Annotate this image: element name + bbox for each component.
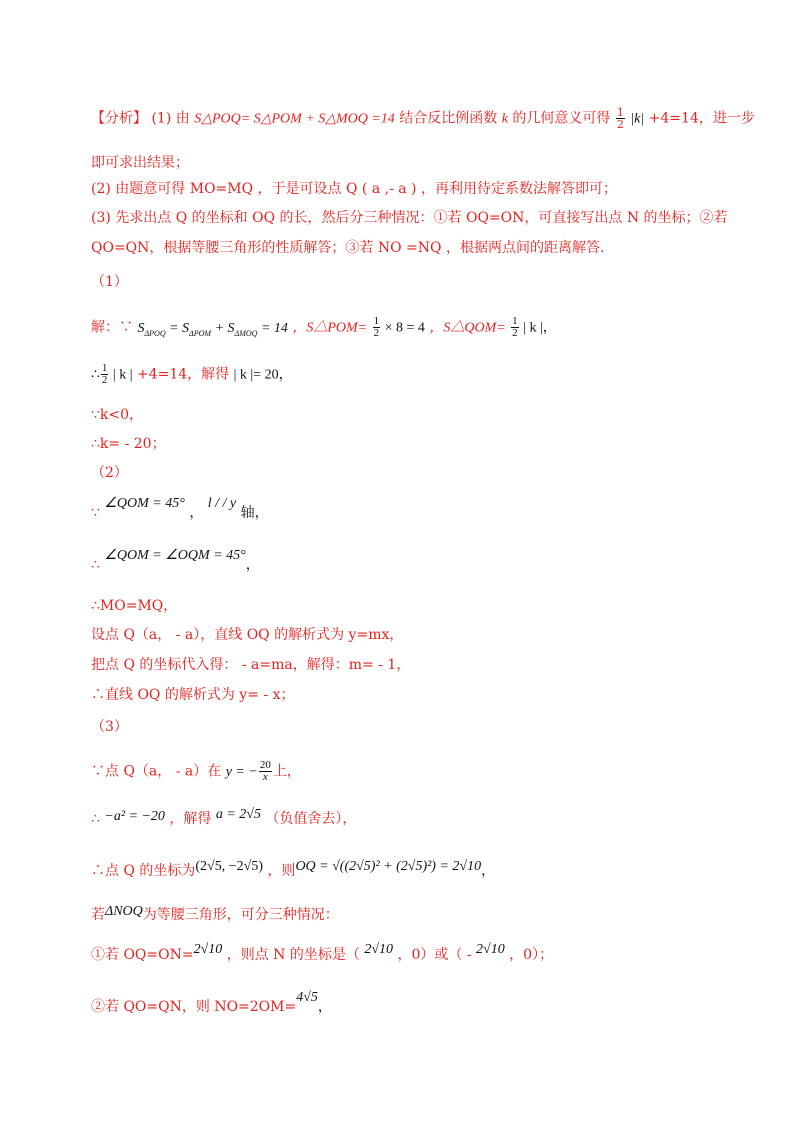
analysis-part3-b: QO=QN，根据等腰三角形的性质解答；③若 NO =NQ ，根据两点间的距离解答.: [91, 240, 605, 256]
sol1-line2-fraction: $\frac{1}{2}$: [101, 362, 108, 386]
analysis-part1-after-k: 的几何意义可得: [512, 110, 611, 127]
sol1-line1-comma: ，: [542, 319, 557, 336]
analysis-line-1: [91, 107, 755, 130]
sol1-line2-end: ，: [278, 366, 293, 383]
sol1-line2-result: | k |= 20: [233, 367, 279, 383]
sol3-case1-mid-2: ，0）或（ -: [397, 947, 472, 963]
sol2-line2-end: ，: [245, 557, 260, 573]
sol1-line-3: [91, 405, 143, 425]
analysis-line-2: [91, 153, 189, 173]
sol1-line-4: [91, 434, 166, 454]
analysis-abs-k: |k|: [630, 111, 645, 127]
sol2-set-point: 设点 Q（a， - a），直线 OQ 的解析式为 y=mx，: [91, 627, 404, 643]
sol1-area-formula: $S_{\Delta POQ} = S_{\Delta POM} + S_{\Delta MOQ} = 14$: [137, 320, 288, 338]
sol3-line3-end: ，: [481, 863, 496, 879]
sol3-triangle-nowq: ΔNOQ: [105, 904, 143, 919]
sol2-angle-qom: ∠QOM = 45°: [104, 496, 185, 511]
sol1-label: （1）: [91, 274, 128, 290]
sol3-three-cases: 为等腰三角形，可分三种情况：: [142, 907, 339, 923]
sol3-then: ，则: [267, 863, 296, 879]
sol3-line-3: [91, 861, 495, 882]
analysis-area-equation: S△POQ= S△POM + S△MOQ =14: [194, 111, 395, 127]
sol3-label: （3）: [91, 719, 128, 735]
sol3-case1-mid: ，则点 N 的坐标是（: [226, 947, 360, 963]
sol2-line-6: [91, 685, 294, 705]
sol2-substitute: 把点 Q 的坐标代入得： - a=ma，解得：m= - 1，: [91, 657, 411, 673]
sol3-function-y: y = −: [225, 764, 258, 780]
sol3-point-on-curve: ∵点 Q（a， - a）在: [91, 763, 222, 780]
sol2-result: ∴直线 OQ 的解析式为 y= - x；: [91, 687, 295, 703]
sol3-case2-end: ，: [317, 999, 332, 1015]
analysis-line-4: [91, 208, 728, 228]
sol1-line2-red: +4=14，解得: [136, 366, 230, 383]
analysis-line-3: [91, 179, 617, 199]
analysis-part3-a: (3) 先求出点 Q 的坐标和 OQ 的长，然后分三种情况：①若 OQ=ON，可直接写出点 N 的坐标；②若: [91, 210, 728, 226]
sol3-therefore: ∴: [91, 811, 100, 827]
sol2-therefore: ∴: [91, 557, 100, 573]
analysis-line-5: [91, 238, 604, 258]
sol3-negative-discarded: （负值舍去），: [265, 811, 357, 827]
sol3-line-1: [91, 760, 301, 783]
sol1-k-negative: ∵k<0，: [91, 407, 144, 423]
analysis-half-fraction: $\frac{1}{2}$: [616, 106, 624, 131]
sol1-sqom-tail: | k |: [519, 320, 543, 336]
sol2-line-5: [91, 655, 410, 675]
sol1-k-value: ∴k= - 20；: [91, 436, 166, 452]
analysis-part1-end: +4=14，进一步: [648, 110, 755, 127]
sol1-sqom-label: ，S△QOM=: [429, 320, 506, 336]
sol1-spom-label: ，S△POM=: [292, 320, 368, 336]
sol3-case1-value-3: 2√10: [476, 942, 505, 957]
sol3-line-5: [91, 942, 554, 966]
analysis-part1-prefix: (1) 由: [151, 110, 190, 127]
sol3-label-line: [91, 717, 128, 737]
sol1-line2-abs: | k |: [109, 367, 133, 383]
sol2-line-parallel: l / / y: [207, 496, 237, 511]
sol3-equation: −a² = −20: [104, 809, 165, 824]
sol2-line-4: [91, 625, 403, 645]
sol2-axis: 轴，: [240, 505, 269, 521]
sol3-function-fraction: $\frac{20}{x}$: [259, 759, 271, 783]
sol1-spom-tail: × 8 = 4: [381, 320, 425, 336]
sol3-case2-prefix: ②若 QO=QN，则 NO=2OM=: [91, 999, 297, 1015]
analysis-part1-mid: 结合反比例函数: [399, 110, 498, 127]
analysis-part2: (2) 由题意可得 MO=MQ ，于是可设点 Q ( a ,- a ) ，再利用待定系数法解答即可；: [91, 181, 617, 197]
sol2-label: （2）: [91, 465, 128, 481]
sol2-because: ∵: [91, 505, 100, 521]
sol2-mo-mq: ∴MO=MQ，: [91, 598, 178, 614]
sol3-case1-value-2: 2√10: [364, 942, 394, 957]
sol3-line-6: [91, 990, 332, 1018]
sol3-case1-value: 2√10: [193, 942, 223, 957]
sol2-line-2: [91, 548, 260, 576]
sol3-line-4: [91, 905, 339, 926]
sol1-prefix: 解：∵: [91, 319, 133, 336]
sol1-line-2: [91, 363, 293, 386]
sol1-line-1: [91, 316, 557, 343]
sol1-label-line: [91, 272, 128, 292]
sol3-solve: ，解得: [169, 811, 212, 827]
sol3-a-value: a = 2√5: [215, 807, 261, 822]
sol1-spom-fraction: $\frac{1}{2}$: [373, 315, 380, 339]
sol3-case1-end: ，0）；: [509, 947, 554, 963]
sol3-on: 上，: [272, 763, 301, 780]
sol2-angle-equality: ∠QOM = ∠OQM = 45°: [104, 548, 246, 563]
sol3-case2-value: 4√5: [296, 990, 318, 1005]
sol3-line-2: [91, 809, 356, 830]
sol3-q-coordinates: (2√5, −2√5): [195, 859, 263, 874]
sol3-coord-prefix: ∴点 Q 的坐标为: [91, 863, 196, 879]
analysis-part1-continuation: 即可求出结果；: [91, 155, 189, 171]
sol3-if: 若: [91, 907, 105, 923]
sol3-case1-prefix: ①若 OQ=ON=: [91, 947, 194, 963]
analysis-k-variable: k: [501, 111, 508, 127]
sol1-sqom-fraction: $\frac{1}{2}$: [512, 315, 518, 339]
sol2-label-line: [91, 463, 128, 483]
sol1-therefore: ∴: [91, 366, 100, 383]
sol3-oq-length: OQ = √((2√5)² + (2√5)²) = 2√10: [295, 859, 482, 874]
analysis-bracket-label: 【分析】: [91, 110, 147, 127]
sol2-line-1: [91, 496, 269, 524]
sol2-line-3: [91, 596, 177, 616]
sol2-comma: ，: [189, 505, 204, 521]
